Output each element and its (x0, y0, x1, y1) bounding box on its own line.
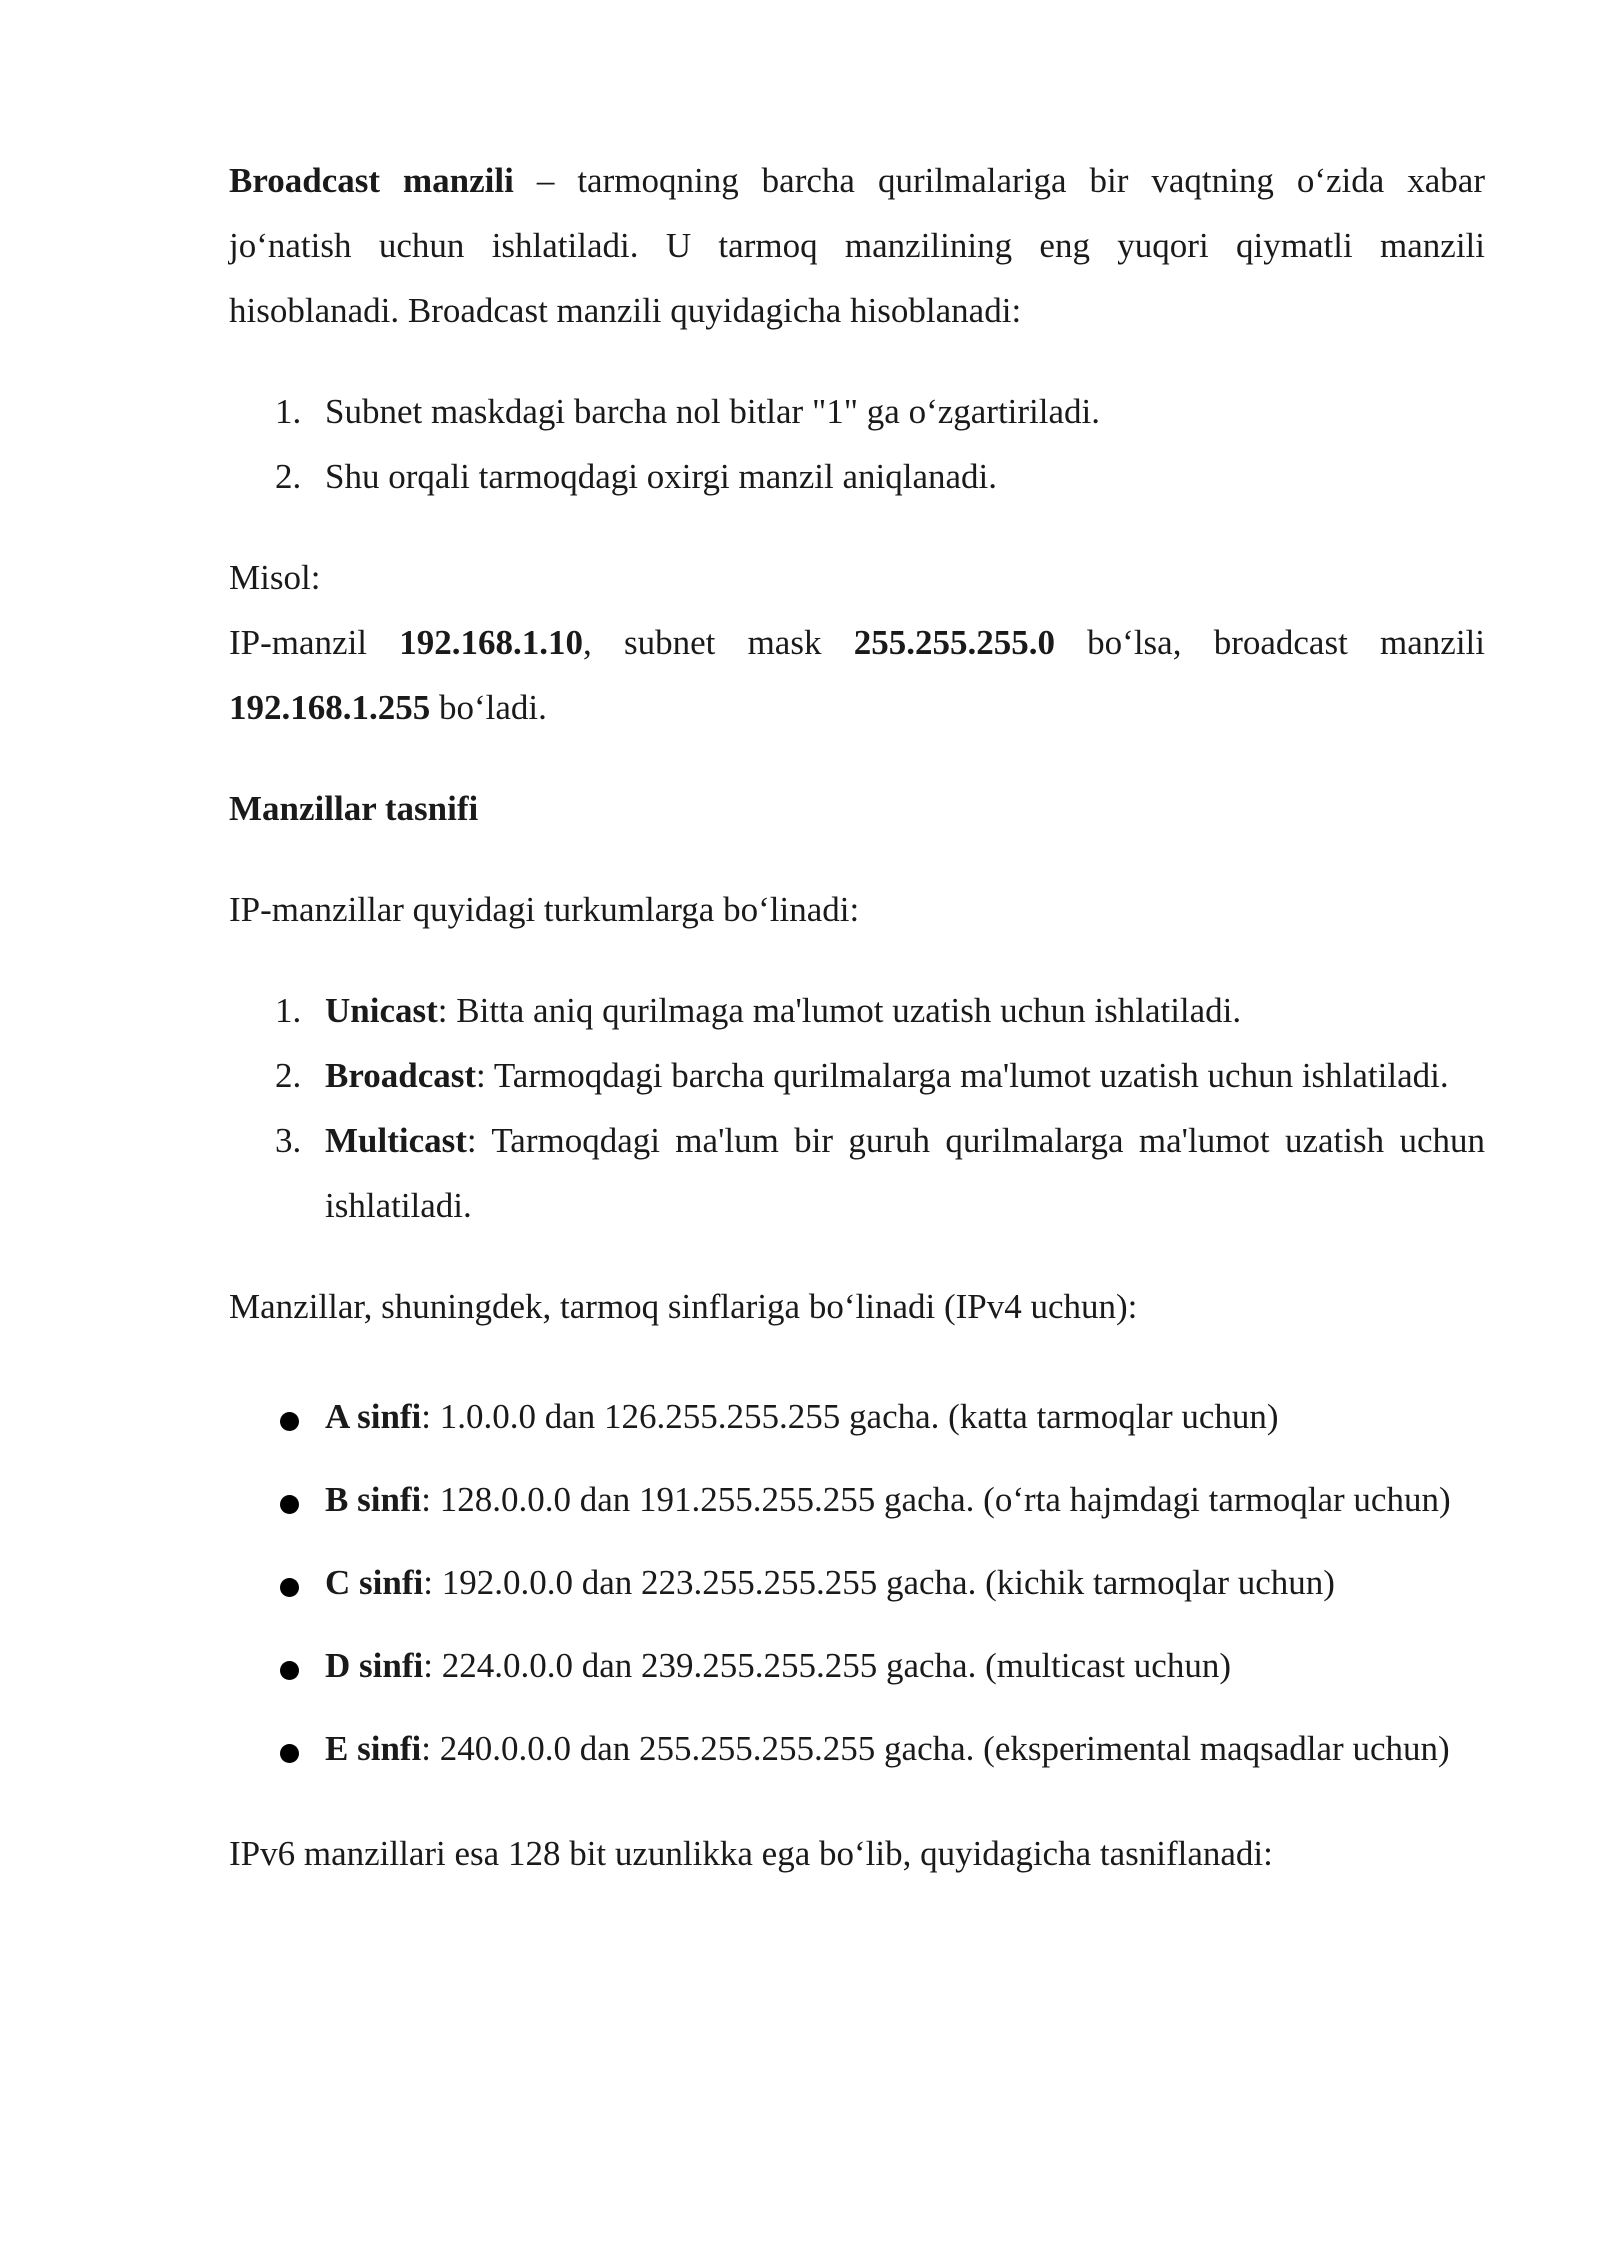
example-ip: 192.168.1.10 (399, 623, 583, 662)
list-text: Shu orqali tarmoqdagi oxirgi manzil aniqlanadi. (325, 457, 997, 496)
example-text: IP-manzil (229, 623, 400, 662)
class-text: : 192.0.0.0 dan 223.255.255.255 gacha. (kichik tarmoqlar uchun) (423, 1563, 1335, 1602)
category-text: : Tarmoqdagi ma'lum bir guruh qurilmalarga ma'lumot uzatish uchun ishlatiladi. (325, 1121, 1485, 1225)
ipv6-intro: IPv6 manzillari esa 128 bit uzunlikka ega bo‘lib, quyidagicha tasniflanadi: (229, 1834, 1273, 1873)
categories-intro: IP-manzillar quyidagi turkumlarga bo‘linadi: (229, 890, 860, 929)
example-text: , subnet mask (583, 623, 854, 662)
list-number: 2. (275, 457, 302, 496)
list-item (229, 1381, 1485, 1453)
broadcast-definition: – tarmoqning barcha qurilmalariga bir vaqtning o‘zida xabar jo‘natish uchun ishlatiladi. U tarmoq manzilining eng yuqori qiymatli manzili hisoblanadi. Broadcast manzili quyidagicha hisoblanadi: (229, 161, 1485, 330)
categories-list (229, 978, 1485, 1238)
category-text: : Tarmoqdagi barcha qurilmalarga ma'lumot uzatish uchun ishlatiladi. (476, 1056, 1449, 1095)
broadcast-steps-list (229, 379, 1485, 509)
list-item (229, 1108, 1485, 1238)
category-term: Broadcast (325, 1056, 477, 1095)
class-text: : 128.0.0.0 dan 191.255.255.255 gacha. (o‘rta hajmdagi tarmoqlar uchun) (421, 1480, 1451, 1519)
classes-list (229, 1381, 1485, 1785)
class-term: E sinfi (325, 1729, 422, 1768)
bullet-icon (280, 1578, 299, 1597)
list-item (229, 444, 1485, 509)
example-text: bo‘ladi. (430, 688, 547, 727)
list-item (229, 978, 1485, 1043)
list-item (229, 1464, 1485, 1536)
broadcast-paragraph (229, 148, 1485, 343)
category-term: Unicast (325, 991, 438, 1030)
class-text: : 240.0.0.0 dan 255.255.255.255 gacha. (eksperimental maqsadlar uchun) (421, 1729, 1450, 1768)
section-heading: Manzillar tasnifi (229, 789, 479, 828)
example-paragraph (229, 610, 1485, 740)
list-item (229, 379, 1485, 444)
class-term: D sinfi (325, 1646, 424, 1685)
category-term: Multicast (325, 1121, 467, 1160)
list-item (229, 1547, 1485, 1619)
list-number: 1. (275, 392, 302, 431)
class-term: B sinfi (325, 1480, 422, 1519)
class-text: : 1.0.0.0 dan 126.255.255.255 gacha. (katta tarmoqlar uchun) (421, 1397, 1279, 1436)
list-text: Subnet maskdagi barcha nol bitlar "1" ga o‘zgartiriladi. (325, 392, 1101, 431)
class-term: C sinfi (325, 1563, 424, 1602)
bullet-icon (280, 1661, 299, 1680)
example-label: Misol: (229, 558, 321, 597)
example-broadcast: 192.168.1.255 (229, 688, 431, 727)
classes-intro: Manzillar, shuningdek, tarmoq sinflariga bo‘linadi (IPv4 uchun): (229, 1287, 1138, 1326)
bullet-icon (280, 1412, 299, 1431)
category-text: : Bitta aniq qurilmaga ma'lumot uzatish uchun ishlatiladi. (437, 991, 1242, 1030)
bullet-icon (280, 1495, 299, 1514)
example-mask: 255.255.255.0 (853, 623, 1055, 662)
document-body (229, 148, 1485, 1886)
list-item (229, 1630, 1485, 1702)
bullet-icon (280, 1744, 299, 1763)
list-number: 2. (275, 1056, 302, 1095)
class-term: A sinfi (325, 1397, 422, 1436)
class-text: : 224.0.0.0 dan 239.255.255.255 gacha. (multicast uchun) (423, 1646, 1231, 1685)
broadcast-term: Broadcast manzili (229, 161, 514, 200)
list-item (229, 1043, 1485, 1108)
list-number: 1. (275, 991, 302, 1030)
example-text: bo‘lsa, broadcast manzili (1054, 623, 1485, 662)
list-item (229, 1713, 1485, 1785)
list-number: 3. (275, 1121, 302, 1160)
